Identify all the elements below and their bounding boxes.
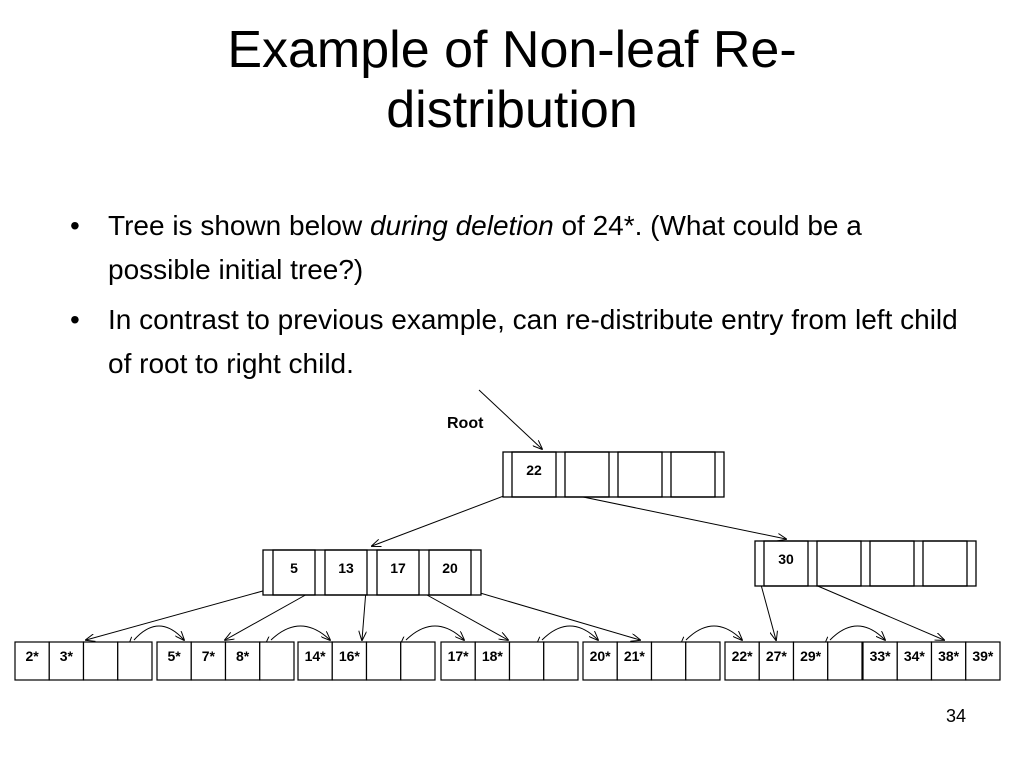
entry-label: 14* [304, 648, 326, 664]
entry-slot [544, 642, 578, 680]
tree-nodes [15, 452, 1000, 680]
entry-label: 17* [447, 648, 469, 664]
entry-label: 3* [59, 648, 73, 664]
root-label: Root [447, 415, 484, 432]
leaf-node [583, 642, 720, 680]
entry-label: 16* [338, 648, 360, 664]
bullet-1-text-post: of 24*. (What could be a possible initial tree?) [108, 210, 862, 285]
root-pointer-arrow [479, 390, 542, 449]
entry-slot [401, 642, 435, 680]
entry-label: 22* [731, 648, 753, 664]
bullet-2-text: In contrast to previous example, can re-distribute entry from left child of root to right child. [108, 304, 958, 379]
slide-number: 34 [945, 706, 966, 726]
key-label: 20 [442, 560, 458, 576]
tree-edges [86, 390, 944, 640]
entry-label: 20* [589, 648, 611, 664]
bullet-icon: • [70, 304, 80, 335]
sibling-link-arrow [830, 626, 885, 640]
bullet-1-text-pre: Tree is shown below [108, 210, 370, 241]
sibling-link-arrow [134, 626, 184, 640]
entry-label: 29* [800, 648, 822, 664]
leaf-node [863, 642, 1000, 680]
sibling-link-arrow [542, 626, 598, 640]
leaf-node [725, 642, 862, 680]
entry-slot [260, 642, 294, 680]
edge-root-to-right [559, 492, 786, 539]
edge-root-to-left [372, 494, 509, 546]
entry-label: 38* [938, 648, 960, 664]
key-label: 17 [390, 560, 406, 576]
leaf-node [298, 642, 435, 680]
sibling-link-arrow [271, 626, 330, 640]
sibling-link-arrow [406, 626, 464, 640]
entry-slot [367, 642, 401, 680]
entry-label: 2* [25, 648, 39, 664]
entry-label: 5* [167, 648, 181, 664]
bullet-icon: • [70, 210, 80, 241]
leaf-node [15, 642, 152, 680]
entry-slot [686, 642, 720, 680]
root-node [503, 452, 724, 497]
entry-slot [84, 642, 118, 680]
edge-left-to-leaf-3 [362, 590, 366, 640]
internal-node-left [263, 550, 481, 595]
entry-label: 27* [765, 648, 787, 664]
key-label: 5 [290, 560, 298, 576]
leaf-node [157, 642, 294, 680]
entry-slot [118, 642, 152, 680]
entry-label: 8* [236, 648, 250, 664]
key-label: 22 [526, 462, 542, 478]
edge-left-to-leaf-2 [225, 588, 318, 640]
leaf-node [441, 642, 578, 680]
internal-node-right [755, 541, 976, 586]
bullet-1-text-emphasis: during deletion [369, 210, 554, 241]
entry-label: 33* [869, 648, 891, 664]
edge-right-to-leaf-6 [760, 581, 776, 640]
entry-slot [652, 642, 686, 680]
entry-label: 7* [201, 648, 215, 664]
entry-slot [510, 642, 544, 680]
entry-label: 18* [481, 648, 503, 664]
key-label: 13 [338, 560, 354, 576]
title-line-1: Example of Non-leaf Re- [227, 21, 797, 79]
title-line-2: distribution [386, 81, 638, 139]
edge-left-to-leaf-1 [86, 589, 270, 640]
sibling-link-arrow [686, 626, 742, 640]
entry-slot [828, 642, 862, 680]
entry-label: 39* [972, 648, 994, 664]
entry-label: 21* [623, 648, 645, 664]
key-label: 30 [778, 551, 794, 567]
entry-label: 34* [903, 648, 925, 664]
